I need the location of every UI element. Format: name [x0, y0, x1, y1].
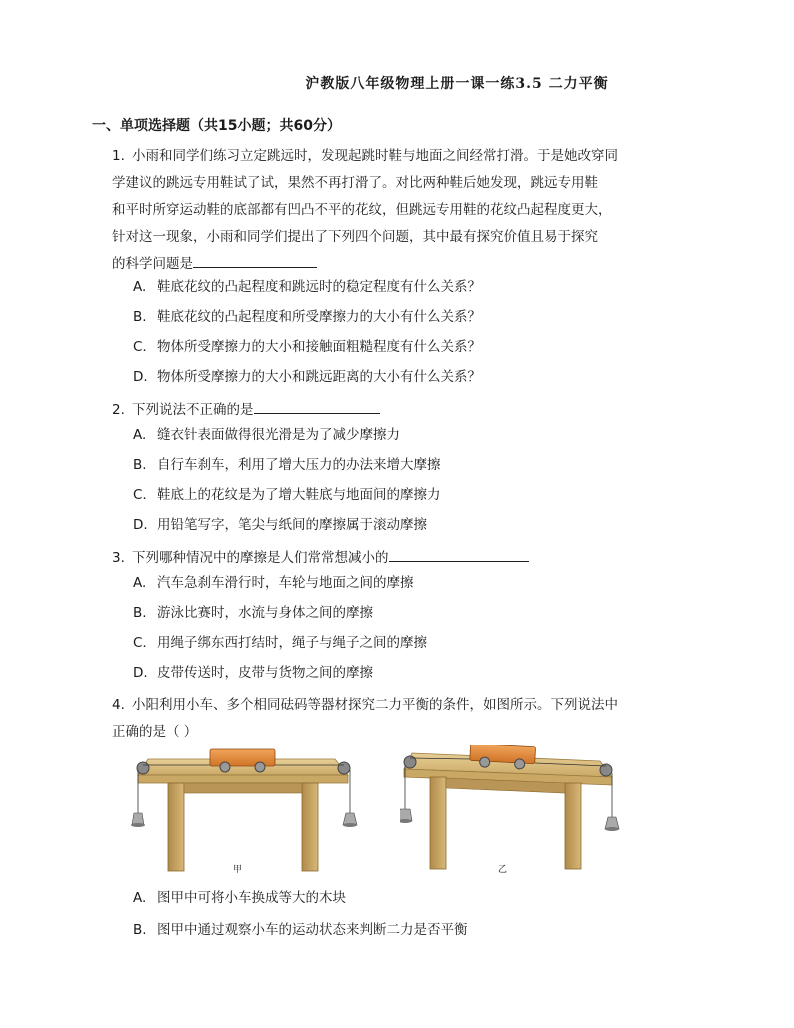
question-text-line: 小阳利用小车、多个相同砝码等器材探究二力平衡的条件，如图所示。下列说法中: [132, 697, 618, 713]
option-letter: B.: [133, 457, 147, 473]
option-a[interactable]: [133, 573, 414, 593]
option-text: 游泳比赛时，水流与身体之间的摩擦: [157, 605, 373, 621]
option-text: 图甲中通过观察小车的运动状态来判断二力是否平衡: [157, 922, 468, 938]
option-text: 鞋底上的花纹是为了增大鞋底与地面间的摩擦力: [157, 487, 441, 503]
option-d[interactable]: [133, 367, 481, 387]
section-heading: 一、单项选择题（共15小题；共60分）: [92, 118, 341, 134]
question-2-stem: [112, 397, 712, 424]
option-letter: A.: [133, 279, 147, 295]
option-b[interactable]: [133, 455, 441, 475]
option-letter: A.: [133, 427, 147, 443]
option-letter: D.: [133, 665, 148, 681]
figure-apparatus-right: [400, 745, 620, 880]
option-b[interactable]: [133, 307, 481, 327]
option-text: 物体所受摩擦力的大小和跳远距离的大小有什么关系？: [157, 369, 481, 385]
answer-blank[interactable]: [193, 253, 317, 268]
answer-blank[interactable]: [254, 399, 380, 414]
question-text-line: 针对这一现象，小雨和同学们提出了下列四个问题，其中最有探究价值且易于探究: [112, 229, 598, 245]
option-letter: A.: [133, 890, 147, 906]
question-number: 1.: [112, 148, 125, 164]
option-b[interactable]: [133, 920, 468, 940]
question-text-line: 正确的是（ ）: [112, 724, 198, 740]
option-a[interactable]: [133, 425, 400, 445]
option-a[interactable]: [133, 277, 481, 297]
option-c[interactable]: [133, 485, 441, 505]
option-b[interactable]: [133, 603, 373, 623]
option-letter: D.: [133, 369, 148, 385]
option-text: 自行车刹车，利用了增大压力的办法来增大摩擦: [157, 457, 441, 473]
option-text: 用铅笔写字，笔尖与纸间的摩擦属于滚动摩擦: [157, 517, 427, 533]
option-a[interactable]: [133, 888, 346, 908]
option-c[interactable]: [133, 633, 427, 653]
question-number: 3.: [112, 550, 125, 566]
option-text: 皮带传送时，皮带与货物之间的摩擦: [157, 665, 373, 681]
question-3-stem: [112, 545, 712, 572]
question-number: 2.: [112, 402, 125, 418]
option-d[interactable]: [133, 663, 373, 683]
option-letter: D.: [133, 517, 148, 533]
figure-apparatus-left: [130, 745, 360, 880]
option-letter: A.: [133, 575, 147, 591]
question-text-line: 学建议的跳远专用鞋试了试，果然不再打滑了。对比两种鞋后她发现，跳远专用鞋: [112, 175, 598, 191]
option-text: 物体所受摩擦力的大小和接触面粗糙程度有什么关系？: [157, 339, 481, 355]
option-d[interactable]: [133, 515, 427, 535]
option-letter: B.: [133, 922, 147, 938]
answer-blank[interactable]: [389, 547, 529, 562]
question-number: 4.: [112, 697, 125, 713]
figure-caption-right: 乙: [498, 865, 508, 875]
question-text-line: 下列哪种情况中的摩擦是人们常常想减小的: [132, 550, 389, 566]
option-letter: C.: [133, 339, 147, 355]
question-4-stem: [112, 692, 712, 746]
option-letter: B.: [133, 309, 147, 325]
option-text: 鞋底花纹的凸起程度和所受摩擦力的大小有什么关系？: [157, 309, 481, 325]
option-text: 汽车急刹车滑行时，车轮与地面之间的摩擦: [157, 575, 414, 591]
question-text-line: 小雨和同学们练习立定跳远时，发现起跳时鞋与地面之间经常打滑。于是她改穿同: [132, 148, 618, 164]
option-text: 缝衣针表面做得很光滑是为了减少摩擦力: [157, 427, 400, 443]
page-title: 沪教版八年级物理上册一课一练3.5 二力平衡: [305, 76, 609, 92]
figure-caption-left: 甲: [233, 865, 243, 875]
option-text: 图甲中可将小车换成等大的木块: [157, 890, 346, 906]
option-c[interactable]: [133, 337, 481, 357]
question-text-line: 的科学问题是: [112, 256, 193, 272]
option-text: 鞋底花纹的凸起程度和跳远时的稳定程度有什么关系？: [157, 279, 481, 295]
option-text: 用绳子绑东西打结时，绳子与绳子之间的摩擦: [157, 635, 427, 651]
option-letter: C.: [133, 487, 147, 503]
question-1-stem: [112, 143, 712, 278]
option-letter: C.: [133, 635, 147, 651]
question-text-line: 下列说法不正确的是: [132, 402, 254, 418]
question-text-line: 和平时所穿运动鞋的底部都有凹凸不平的花纹，但跳远专用鞋的花纹凸起程度更大，: [112, 202, 612, 218]
option-letter: B.: [133, 605, 147, 621]
